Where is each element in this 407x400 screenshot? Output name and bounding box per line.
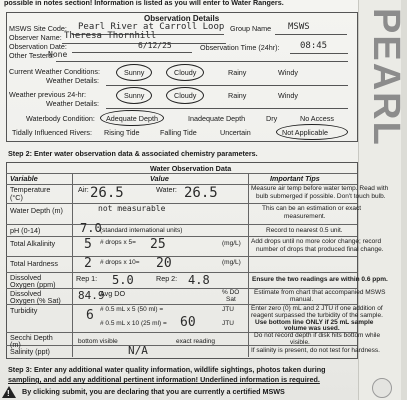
tidal-rising[interactable]: Rising Tide — [104, 128, 140, 137]
temp-unit: (°C) — [10, 193, 23, 202]
step2-heading: Step 2: Enter water observation data & associated chemistry parameters. — [8, 149, 258, 158]
depth-tip-2: measurement. — [284, 213, 326, 220]
col-variable: Variable — [10, 174, 38, 183]
temp-tip-1: Measure air temp before water temp. Read with — [251, 185, 389, 192]
waterbody-no-access[interactable]: No Access — [300, 114, 334, 123]
turbidity-tip-4: volume was used. — [284, 325, 340, 332]
testers-label: Other Testers: — [9, 51, 55, 60]
step3-line-3: By clicking submit, you are declaring that you are currently a certified MSWS — [22, 387, 285, 396]
dosat-label-2: Oxygen (% Sat) — [10, 296, 61, 305]
current-windy[interactable]: Windy — [278, 68, 298, 77]
current-cloudy[interactable]: Cloudy — [174, 68, 197, 77]
turbidity-label: Turbidity — [10, 306, 38, 315]
depth-label: Water Depth (m) — [10, 206, 63, 215]
selection-circle-icon — [100, 110, 164, 126]
step3-line-1: Step 3: Enter any additional water quality information, wildlife sightings, photos taken during — [8, 365, 326, 374]
alkalinity-unit: (mg/L) — [222, 240, 241, 247]
selection-circle-icon — [166, 87, 204, 104]
waterbody-adequate[interactable]: Adequate Depth — [106, 114, 158, 123]
do-rep1-label: Rep 1: — [76, 274, 98, 283]
hardness-result: 20 — [156, 256, 172, 271]
col-tips: Important Tips — [270, 174, 320, 183]
alkalinity-multiplier: # drops x 5= — [100, 239, 136, 246]
waterbody-inadequate[interactable]: Inadequate Depth — [188, 114, 246, 123]
do-rep2-value: 4.8 — [188, 273, 210, 287]
dosat-unit-1: % DO — [222, 289, 240, 296]
dosat-tip-2: manual. — [290, 296, 314, 303]
ph-tip: Record to nearest 0.5 unit. — [266, 227, 343, 234]
time-label: Observation Time (24hr): — [200, 43, 280, 52]
ph-label: pH (0-14) — [10, 226, 41, 235]
prev-windy[interactable]: Windy — [278, 91, 298, 100]
do-label-2: Oxygen (ppm) — [10, 280, 56, 289]
group-name-value: MSWS — [288, 22, 310, 32]
do-rep1-value: 5.0 — [112, 273, 134, 287]
secchi-bottom-visible[interactable]: bottom visible — [78, 338, 118, 345]
group-name-label: Group Name — [230, 24, 272, 33]
temp-water-value: 26.5 — [184, 185, 218, 201]
salinity-label: Salinity (ppt) — [10, 347, 50, 356]
date-value: 6/12/25 — [138, 41, 172, 50]
ph-note: (standard international units) — [100, 227, 183, 234]
site-code-label: MSWS Site Code: — [9, 24, 67, 33]
dosat-tip-1: Estimate from chart that accompanied MSWS — [254, 289, 386, 296]
current-sunny[interactable]: Sunny — [124, 68, 145, 77]
do-label: Dissolved — [10, 273, 42, 282]
observer-value: Theresa Thornhill — [64, 31, 157, 41]
turbidity-tip-2: reagent surpassed the turbidity of the sample. — [251, 312, 383, 319]
dosat-avg-label: Avg DO — [100, 289, 126, 298]
selection-circle-icon — [116, 64, 152, 81]
turbidity-tip-1: Enter zero (0) mL and 2 JTU if one addition of — [251, 305, 383, 312]
selection-circle-icon — [276, 124, 348, 140]
prev-sunny[interactable]: Sunny — [124, 91, 145, 100]
current-weather-details-label: Weather Details: — [46, 76, 99, 85]
current-rainy[interactable]: Rainy — [228, 68, 247, 77]
hardness-multiplier: # drops x 10= — [100, 259, 140, 266]
ph-value: 7.0 — [80, 221, 102, 235]
temp-air-value: 26.5 — [90, 185, 124, 201]
side-label: PEARL — [365, 8, 407, 147]
depth-value: not measurable — [98, 204, 166, 213]
turbidity-line-2: # 0.5 mL x 10 (25 ml) = — [100, 320, 167, 327]
salinity-tip: If salinity is present, do not test for hardness. — [251, 347, 380, 354]
hardness-label: Total Hardness — [10, 259, 58, 268]
dosat-label: Dissolved — [10, 289, 42, 298]
hardness-drops: 2 — [84, 256, 92, 271]
observer-label: Observer Name: — [9, 33, 62, 42]
waterbody-label: Waterbody Condition: — [26, 114, 95, 123]
tidal-uncertain[interactable]: Uncertain — [220, 128, 251, 137]
selection-circle-icon — [166, 64, 204, 81]
temp-label: Temperature — [10, 185, 51, 194]
tidal-label: Tidally Influenced Rivers: — [12, 128, 93, 137]
turbidity-value: 6 — [86, 308, 94, 323]
do-rep2-label: Rep 2: — [156, 274, 178, 283]
temp-air-label: Air: — [78, 185, 89, 194]
dosat-value: 84.9 — [78, 289, 105, 302]
date-label: Observation Date: — [9, 42, 67, 51]
turbidity-result: 60 — [180, 315, 196, 330]
site-code-value: Pearl River at Carroll Loop — [78, 22, 225, 32]
testers-value: None — [48, 50, 68, 59]
prev-cloudy[interactable]: Cloudy — [174, 91, 197, 100]
observation-title: Observation Details — [144, 14, 220, 23]
secchi-unit: (m) — [10, 340, 21, 349]
current-weather-label: Current Weather Conditions: — [9, 67, 100, 76]
turbidity-unit-2: JTU — [222, 320, 234, 327]
alkalinity-label: Total Alkalinity — [10, 239, 56, 248]
turbidity-line-1: # 0.5 mL x 5 (50 ml) = — [100, 306, 164, 313]
prev-weather-details-label: Weather Details: — [46, 99, 99, 108]
turbidity-unit-1: JTU — [222, 306, 234, 313]
temp-water-label: Water: — [156, 185, 177, 194]
temp-tip-2: bulb submerged if possible. Don't touch bulb. — [256, 193, 386, 200]
step3-line-2: sampling, and add any additional pertinent information! Underlined information is required. — [8, 375, 320, 384]
secchi-exact-reading[interactable]: exact reading — [176, 338, 216, 345]
alkalinity-tip-1: Add drops until no more color change; record — [251, 238, 382, 245]
depth-tip-1: This can be an estimation or exact — [262, 205, 361, 212]
do-tip: Ensure the two readings are within 0.6 ppm. — [252, 276, 388, 283]
alkalinity-tip-2: number of drops that produced final change. — [256, 246, 384, 253]
waterbody-dry[interactable]: Dry — [266, 114, 278, 123]
time-value: 08:45 — [300, 41, 328, 51]
header-note: possible in notes section! Information is listed as you will enter to Water Rangers. — [4, 0, 284, 7]
alkalinity-result: 25 — [150, 237, 166, 252]
hardness-unit: (mg/L) — [222, 259, 241, 266]
prev-rainy[interactable]: Rainy — [228, 91, 247, 100]
program-logo-icon — [372, 378, 392, 398]
prev-weather-label: Weather previous 24-hr: — [9, 90, 86, 99]
selection-circle-icon — [116, 87, 152, 104]
alkalinity-drops: 5 — [84, 237, 92, 252]
tidal-falling[interactable]: Falling Tide — [160, 128, 197, 137]
salinity-value: N/A — [128, 344, 148, 357]
secchi-tip-2: visible. — [290, 339, 310, 346]
secchi-tip-1: Do not record depth if disk hits bottom while — [254, 332, 381, 339]
table-title: Water Observation Data — [150, 164, 232, 173]
tidal-not-applicable[interactable]: Not Applicable — [282, 128, 328, 137]
col-value: Value — [150, 174, 169, 183]
secchi-label: Secchi Depth — [10, 333, 53, 342]
turbidity-tip-3: Use bottom line ONLY if 25 mL sample — [255, 319, 374, 326]
dosat-unit-2: Sat — [226, 296, 236, 303]
